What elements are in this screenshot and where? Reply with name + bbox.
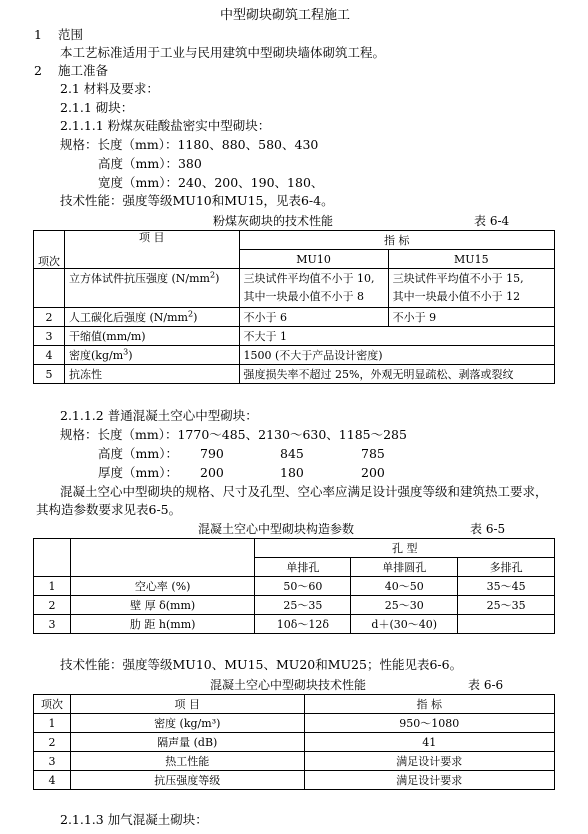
concrete-height-label: 高度（mm）： (98, 446, 178, 461)
table-cell-item: 热工性能 (70, 752, 304, 771)
table-cell-item: 密度 (kg/m³) (70, 714, 304, 733)
section-1-number: 1 (34, 27, 42, 42)
table-header-index: 指 标 (304, 695, 555, 714)
table-header-item: 项 目 (65, 231, 240, 269)
table-cell-item: 壁 厚 δ(mm) (70, 596, 255, 615)
table-cell-value: 25～30 (351, 596, 458, 615)
table-cell-seq: 2 (34, 596, 71, 615)
table-cell-item: 干缩值(mm/m) (65, 327, 240, 346)
table-cell-value: 950～1080 (304, 714, 555, 733)
table-6-4-number: 表 6-4 (474, 214, 510, 228)
table-cell-item: 抗压强度等级 (70, 771, 304, 790)
table-header-mu10: MU10 (239, 250, 388, 269)
table-6-5-caption: 混凝土空心中型砌块构造参数 (198, 522, 355, 536)
table-header-seq: 项次 (34, 231, 65, 269)
table-cell-seq: 4 (34, 346, 65, 365)
concrete-height-value: 785 (361, 446, 385, 461)
table-cell-value: 50～60 (255, 577, 351, 596)
table-cell-mu15: 三块试件平均值不小于 15, 其中一块最小值不小于 12 (388, 269, 554, 308)
concrete-paragraph: 混凝土空心中型砌块的规格、尺寸及孔型、空心率应满足设计强度等级和建筑热工要求， (60, 484, 548, 499)
table-header-seq (34, 539, 71, 577)
table-header-hole-type: 孔 型 (255, 539, 555, 558)
table-cell-mu10: 三块试件平均值不小于 10, 其中一块最小值不小于 8 (239, 269, 388, 308)
table-cell-value: 25～35 (458, 596, 555, 615)
table-cell-value: 25～35 (255, 596, 351, 615)
table-cell-item: 立方体试件抗压强度 $(N/mm^2)$ (65, 269, 240, 308)
table-cell-item: 人工碳化后强度 $(N/mm^2)$ (65, 308, 240, 327)
table-cell-value: 1500 (不大于产品设计密度) (239, 346, 555, 365)
table-cell-seq: 2 (34, 308, 65, 327)
concrete-thickness-value: 200 (361, 465, 385, 480)
concrete-length: 规格：长度（mm）：1770～485、2130～630、1185～285 (60, 427, 407, 442)
fly-ash-height: 高度（mm）：380 (98, 156, 202, 171)
fly-ash-tech: 技术性能：强度等级MU10和MU15，见表6-4。 (60, 193, 334, 208)
concrete-tech: 技术性能：强度等级MU10、MU15、MU20和MU25；性能见表6-6。 (60, 657, 463, 672)
table-cell-seq: 1 (34, 714, 71, 733)
table-cell-seq (34, 269, 65, 308)
table-cell-seq: 2 (34, 733, 71, 752)
table-cell-seq: 3 (34, 327, 65, 346)
table-cell-item: 肋 距 h(mm) (70, 615, 255, 634)
section-2-title: 施工准备 (58, 63, 109, 78)
table-header-single-round: 单排圆孔 (351, 558, 458, 577)
table-cell-value (458, 615, 555, 634)
section-2-1: 2.1 材料及要求： (60, 81, 159, 96)
section-2-1-1-3: 2.1.1.3 加气混凝土砌块： (60, 812, 208, 827)
table-cell-value: 41 (304, 733, 555, 752)
table-6-5 (33, 538, 555, 634)
fly-ash-width: 宽度（mm）：240、200、190、180、 (98, 175, 324, 190)
section-2-1-1: 2.1.1 砌块： (60, 100, 134, 115)
concrete-thickness-value: 180 (280, 465, 304, 480)
concrete-height-value: 845 (280, 446, 304, 461)
table-cell-value: 强度损失率不超过 25%，外观无明显疏松、剥落或裂纹 (239, 365, 555, 384)
table-header-single-rect: 单排孔 (255, 558, 351, 577)
table-header-item (70, 539, 255, 577)
table-cell-value: 满足设计要求 (304, 752, 555, 771)
section-1-title: 范围 (58, 27, 84, 42)
table-cell-mu15: 不小于 9 (388, 308, 554, 327)
table-cell-item: 密度$(kg/m^3)$ (65, 346, 240, 365)
table-6-4-caption: 粉煤灰砌块的技术性能 (213, 214, 334, 228)
table-cell-item: 隔声量 (dB) (70, 733, 304, 752)
page-title: 中型砌块砌筑工程施工 (220, 8, 351, 23)
section-2-1-1-1: 2.1.1.1 粉煤灰硅酸盐密实中型砌块： (60, 118, 271, 133)
table-cell-item: 抗冻性 (65, 365, 240, 384)
table-cell-value: 35～45 (458, 577, 555, 596)
table-cell-seq: 1 (34, 577, 71, 596)
table-header-index: 指 标 (239, 231, 555, 250)
table-cell-value: 10δ～12δ (255, 615, 351, 634)
table-6-4 (33, 230, 555, 384)
table-header-multi: 多排孔 (458, 558, 555, 577)
table-cell-value: 40～50 (351, 577, 458, 596)
table-cell-seq: 3 (34, 752, 71, 771)
table-cell-value: 不大于 1 (239, 327, 555, 346)
table-header-mu15: MU15 (388, 250, 554, 269)
table-cell-seq: 5 (34, 365, 65, 384)
section-2-1-1-2: 2.1.1.2 普通混凝土空心中型砌块： (60, 408, 258, 423)
table-6-6-caption: 混凝土空心中型砌块技术性能 (210, 678, 367, 692)
table-header-item: 项 目 (70, 695, 304, 714)
concrete-thickness-label: 厚度（mm）： (98, 465, 178, 480)
table-6-6-number: 表 6-6 (468, 678, 504, 692)
concrete-thickness-value: 200 (200, 465, 224, 480)
section-2-number: 2 (34, 63, 42, 78)
table-cell-value: d＋(30～40) (351, 615, 458, 634)
table-cell-item: 空心率 (%) (70, 577, 255, 596)
section-1-text: 本工艺标准适用于工业与民用建筑中型砌块墙体砌筑工程。 (60, 45, 386, 60)
table-6-6 (33, 694, 555, 790)
table-header-seq: 项次 (34, 695, 71, 714)
concrete-height-value: 790 (200, 446, 224, 461)
table-cell-value: 满足设计要求 (304, 771, 555, 790)
table-cell-seq: 3 (34, 615, 71, 634)
concrete-paragraph: 其构造参数要求见表6-5。 (36, 502, 182, 517)
table-6-5-number: 表 6-5 (470, 522, 506, 536)
table-cell-mu10: 不小于 6 (239, 308, 388, 327)
fly-ash-length: 规格：长度（mm）：1180、880、580、430 (60, 137, 319, 152)
table-cell-seq: 4 (34, 771, 71, 790)
